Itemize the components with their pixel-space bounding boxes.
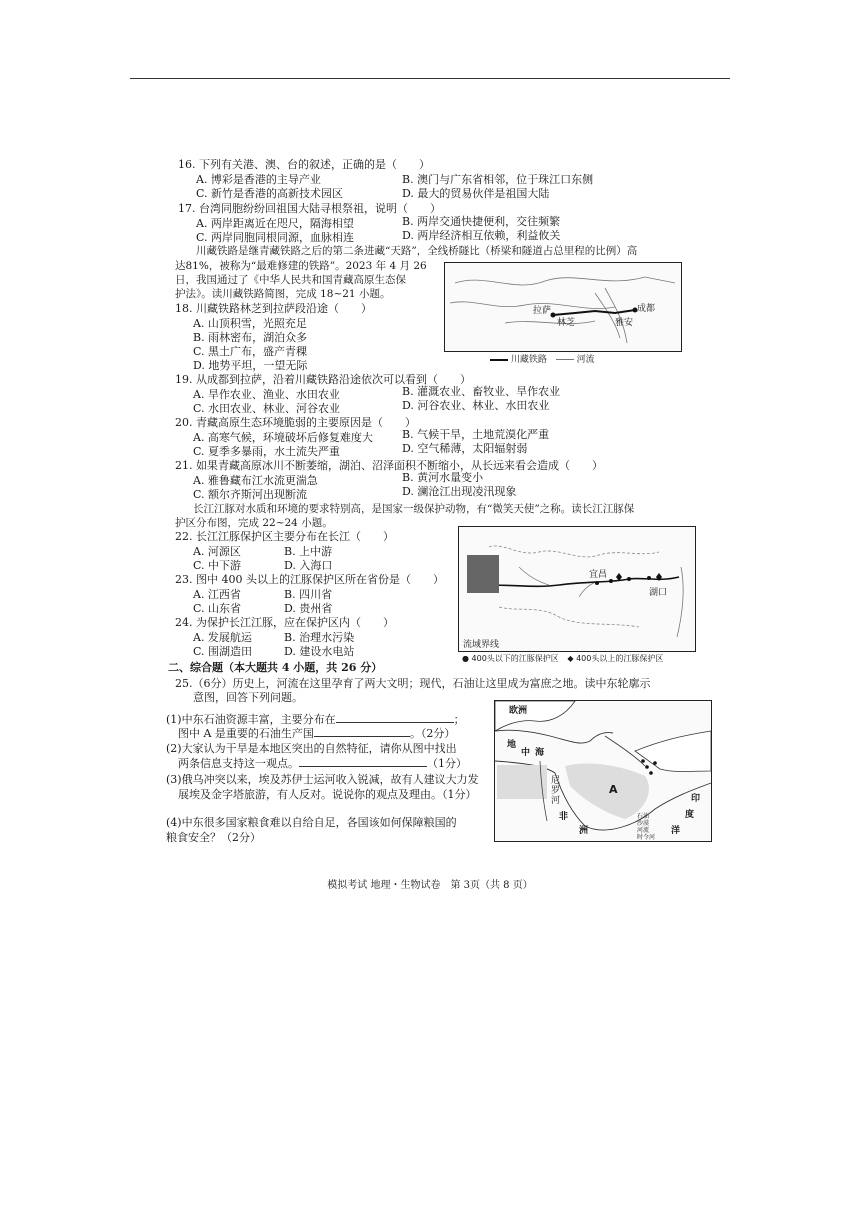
q25-line2: 意图，回答下列问题。 bbox=[193, 691, 303, 704]
q23-option-d: D. 贵州省 bbox=[284, 602, 333, 615]
label-europe: 欧洲 bbox=[509, 706, 528, 716]
q23-option-a: A. 江西省 bbox=[193, 588, 241, 601]
q23-stem: 23. 图中 400 头以上的江豚保护区所在省份是（ ） bbox=[175, 573, 444, 586]
map1-legend bbox=[490, 352, 595, 365]
label-med-1: 地 bbox=[507, 740, 517, 750]
q25-part3-line2: 展埃及金字塔旅游，有人反对。说说你的观点及理由。（1分） bbox=[178, 788, 477, 801]
middle-east-drawing bbox=[495, 701, 711, 841]
q25-part2-line1: (2)大家认为干旱是本地区突出的自然特征，请你从图中找出 bbox=[166, 742, 457, 755]
q22-stem: 22. 长江江豚保护区主要分布在长江（ ） bbox=[175, 530, 394, 543]
intro18-line4: 护法》。读川藏铁路简图，完成 18~21 小题。 bbox=[175, 288, 391, 300]
river-legend-icon bbox=[556, 359, 574, 360]
q21-option-b: B. 黄河水量变小 bbox=[402, 471, 484, 484]
q19-option-a: A. 旱作农业、渔业、水田农业 bbox=[193, 388, 340, 401]
q16-option-c: C. 新竹是香港的高新技术园区 bbox=[196, 187, 344, 200]
legend-seasonal-river: 时令河 bbox=[637, 834, 656, 841]
q25-part1-line1 bbox=[166, 712, 465, 726]
q24-option-c: C. 围湖造田 bbox=[193, 645, 253, 658]
q20-option-c: C. 夏季多暴雨，水土流失严重 bbox=[193, 445, 341, 458]
q21-option-a: A. 雅鲁藏布江水流更湍急 bbox=[193, 474, 318, 487]
q22-option-c: C. 中下游 bbox=[193, 559, 242, 572]
label-africa-2: 洲 bbox=[579, 826, 589, 836]
q17-option-b: B. 两岸交通快捷便利，交往频繁 bbox=[402, 215, 561, 228]
page-footer: 模拟考试 地理・生物试卷 第 3页（共 8 页） bbox=[327, 880, 533, 891]
q16-option-a: A. 博彩是香港的主导产业 bbox=[196, 173, 321, 186]
q25-part1-score: 。（2分） bbox=[409, 727, 456, 740]
diamond-legend-icon: ◆ bbox=[567, 654, 574, 663]
q25-part1-prefix: (1)中东石油资源丰富，主要分布在 bbox=[166, 713, 336, 726]
q21-stem: 21. 如果青藏高原冰川不断萎缩，湖泊、沼泽面积不断缩小，从长远来看会造成（ ） bbox=[175, 459, 603, 472]
q17-option-c: C. 两岸同胞同根同源，血脉相连 bbox=[196, 231, 355, 244]
map3-legend bbox=[637, 813, 655, 841]
q18-option-a: A. 山顶积雪，光照充足 bbox=[193, 317, 307, 330]
sichuan-tibet-railway-map bbox=[444, 262, 682, 352]
top-rule bbox=[130, 78, 730, 79]
q17-option-a: A. 两岸距离近在咫尺，隔海相望 bbox=[196, 217, 354, 230]
q18-option-c: C. 黑土广布，盛产青稞 bbox=[193, 345, 308, 358]
q24-option-d: D. 建设水电站 bbox=[284, 645, 355, 658]
q23-option-c: C. 山东省 bbox=[193, 602, 242, 615]
q22-option-b: B. 上中游 bbox=[284, 545, 333, 558]
label-indian-1: 印 bbox=[691, 794, 701, 804]
intro22-line1: 长江江豚对水质和环境的要求特别高，是国家一级保护动物，有“微笑天使”之称。读长江江豚保 bbox=[193, 503, 635, 515]
label-lhasa: 拉萨 bbox=[533, 306, 552, 316]
q19-option-d: D. 河谷农业、林业、水田农业 bbox=[402, 399, 550, 412]
q19-option-b: B. 灌溉农业、畜牧业、旱作农业 bbox=[402, 385, 561, 398]
q25-part2-score: （1分） bbox=[427, 757, 467, 770]
label-africa-1: 非 bbox=[559, 812, 569, 822]
q18-stem: 18. 川藏铁路林芝到拉萨段沿途（ ） bbox=[175, 302, 372, 315]
label-med-3: 海 bbox=[535, 748, 545, 758]
intro18-line3: 日，我国通过了《中华人民共和国青藏高原生态保 bbox=[175, 274, 406, 286]
q25-part4-line1: (4)中东很多国家粮食难以自给自足，各国该如何保障粮国的 bbox=[166, 816, 457, 829]
label-nile-1: 尼 bbox=[551, 776, 561, 786]
railway-legend-icon bbox=[490, 359, 508, 361]
q25-part1-line2 bbox=[178, 726, 455, 740]
label-nile-3: 河 bbox=[551, 796, 561, 806]
label-yichang: 宜昌 bbox=[589, 570, 608, 580]
legend-desert: 沙漠 bbox=[637, 820, 650, 827]
legend-railway: 川藏铁路 bbox=[510, 355, 547, 365]
q25-part1-sep: ； bbox=[453, 713, 465, 726]
answer-blank-2[interactable] bbox=[314, 726, 410, 737]
q16-option-d: D. 最大的贸易伙伴是祖国大陆 bbox=[402, 187, 550, 200]
label-indian-2: 度 bbox=[685, 810, 695, 820]
label-chengdu: 成都 bbox=[637, 304, 656, 314]
q25-part2-line2 bbox=[178, 756, 467, 770]
label-nyingchi: 林芝 bbox=[557, 318, 576, 328]
q17-option-d: D. 两岸经济相互依赖，利益攸关 bbox=[402, 229, 561, 242]
legend-over-400: 400头以上的江豚保护区 bbox=[576, 654, 664, 663]
section2-title: 二、综合题（本大题共 4 小题，共 26 分） bbox=[168, 661, 383, 674]
dot-legend-icon: ● bbox=[462, 654, 469, 663]
q25-part3-line1: (3)俄乌冲突以来，埃及苏伊士运河收入锐减，故有人建议大力发 bbox=[166, 773, 479, 786]
q25-line1: 25.（6分）历史上，河流在这里孕育了两大文明；现代，石油让这里成为富庶之地。读中东轮廓示 bbox=[175, 677, 651, 690]
q23-option-b: B. 四川省 bbox=[284, 588, 333, 601]
q20-stem: 20. 青藏高原生态环境脆弱的主要原因是（ ） bbox=[175, 416, 416, 429]
answer-blank-3[interactable] bbox=[299, 756, 427, 767]
answer-blank-1[interactable] bbox=[336, 712, 454, 723]
q20-option-d: D. 空气稀薄，太阳辐射弱 bbox=[402, 442, 528, 455]
label-basin-boundary: 流域界线 bbox=[463, 640, 500, 650]
q16-option-b: B. 澳门与广东省相邻，位于珠江口东侧 bbox=[402, 173, 594, 186]
label-med-2: 中 bbox=[521, 748, 531, 758]
q19-option-c: C. 水田农业、林业、河谷农业 bbox=[193, 402, 341, 415]
q21-option-c: C. 额尔齐斯河出现断流 bbox=[193, 488, 308, 501]
q22-option-a: A. 河源区 bbox=[193, 545, 241, 558]
q20-option-a: A. 高寒气候，环境破坏后修复难度大 bbox=[193, 431, 373, 444]
q25-part1-country: 图中 A 是重要的石油生产国 bbox=[178, 727, 314, 740]
legend-river: 河流 bbox=[637, 827, 650, 834]
q25-part4-line2: 粮食安全？（2分） bbox=[166, 831, 261, 844]
q20-option-b: B. 气候干旱，土地荒漠化严重 bbox=[402, 428, 550, 441]
q18-option-d: D. 地势平坦，一望无际 bbox=[193, 359, 308, 372]
q24-option-a: A. 发展航运 bbox=[193, 631, 252, 644]
q24-stem: 24. 为保护长江江豚，应在保护区内（ ） bbox=[175, 616, 394, 629]
q21-option-d: D. 澜沧江出现凌汛现象 bbox=[402, 485, 517, 498]
q22-option-d: D. 入海口 bbox=[284, 559, 333, 572]
middle-east-map bbox=[494, 700, 712, 842]
porpoise-reserve-map bbox=[458, 526, 696, 652]
label-indian-3: 洋 bbox=[671, 826, 681, 836]
intro18-line1: 川藏铁路是继青藏铁路之后的第二条进藏“天路”，全线桥隧比（桥梁和隧道占总里程的比例）高 bbox=[196, 245, 638, 257]
legend-oil: 石油 bbox=[637, 813, 650, 820]
intro18-line2: 达81%，被称为“最难修建的铁路”。2023 年 4 月 26 bbox=[175, 260, 427, 272]
q17-stem: 17. 台湾同胞纷纷回祖国大陆寻根祭祖，说明（ ） bbox=[178, 202, 441, 215]
legend-under-400: 400头以下的江豚保护区 bbox=[471, 654, 559, 663]
q16-stem: 16. 下列有关港、澳、台的叙述，正确的是（ ） bbox=[178, 158, 430, 171]
legend-river: 河流 bbox=[576, 355, 595, 365]
label-hukou: 湖口 bbox=[649, 588, 668, 598]
label-yaan: 雅安 bbox=[615, 318, 634, 328]
label-nile-2: 罗 bbox=[551, 786, 561, 796]
intro22-line2: 护区分布图，完成 22~24 小题。 bbox=[175, 517, 333, 529]
map2-legend bbox=[462, 653, 663, 664]
q24-option-b: B. 治理水污染 bbox=[284, 631, 355, 644]
q25-part2-prefix: 两条信息支持这一观点。 bbox=[178, 757, 299, 770]
q19-stem: 19. 从成都到拉萨，沿着川藏铁路沿途依次可以看到（ ） bbox=[175, 373, 471, 386]
q18-option-b: B. 雨林密布，湖泊众多 bbox=[193, 331, 308, 344]
label-country-a: A bbox=[609, 783, 618, 796]
